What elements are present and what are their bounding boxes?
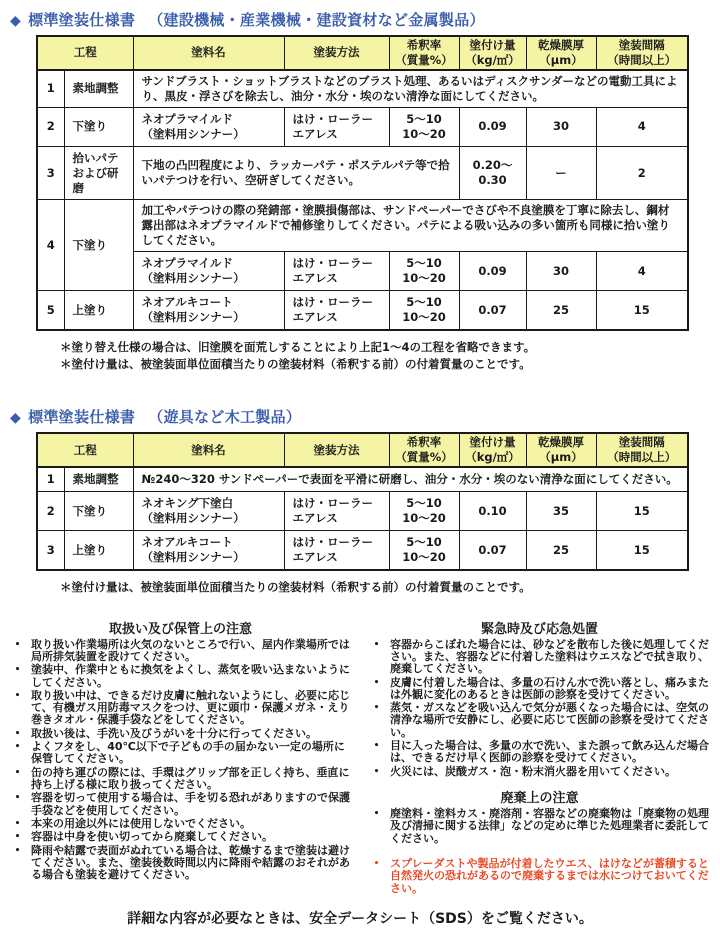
diamond-icon: ◆ — [10, 410, 22, 427]
notice-item-text: 降雨や結露で表面がぬれている場合は、乾燥するまで塗装は避けてください。また、塗装後数時間以内に降雨や結露のおそれがある場合も塗装を避けてください。 — [31, 843, 350, 882]
notice-item — [8, 690, 353, 727]
spec-section-wood — [0, 406, 720, 595]
bullet-icon: • — [373, 677, 380, 688]
column-header: 希釈率 （質量%） — [389, 433, 459, 467]
table-cell: 0.20～0.30 — [459, 146, 526, 200]
table-cell: 30 — [526, 107, 596, 146]
table-cell: 0.10 — [459, 492, 526, 531]
notice-item-text: 蒸気・ガスなどを吸い込んで気分が悪くなった場合には、空気の清浄な場所で安静にし、必要に応じて医師の診察を受けてください。 — [390, 701, 709, 739]
handling-notes-column — [8, 618, 353, 895]
table-cell: 15 — [596, 492, 688, 531]
table-cell: 1 — [37, 70, 64, 107]
handling-notes-title: 取扱い及び保管上の注意 — [108, 621, 252, 637]
table-cell: サンドブラスト・ショットブラストなどのブラスト処理、あるいはディスクサンダーなどの電動工具により、黒皮・浮さびを除去し、油分・水分・埃のない清浄な面にしてください。 — [133, 70, 688, 107]
notice-item-text: 容器は中身を使い切ってから廃棄してください。 — [31, 830, 273, 844]
table-cell: 5～10 10～20 — [389, 107, 459, 146]
table-cell: 上塗り — [64, 291, 133, 330]
notice-item — [8, 818, 353, 830]
notice-item — [367, 639, 712, 676]
table-cell: 2 — [37, 107, 64, 146]
table-cell: 上塗り — [64, 531, 133, 570]
notice-item — [367, 808, 712, 845]
section-title-wood — [10, 406, 720, 427]
bullet-icon: • — [14, 665, 21, 676]
table-row — [37, 146, 688, 200]
bullet-icon: • — [373, 809, 380, 820]
bullet-icon: • — [14, 728, 21, 739]
bullet-icon: • — [14, 690, 21, 701]
notice-item — [367, 858, 712, 895]
table-cell: 5～10 10～20 — [389, 531, 459, 570]
table-cell: 35 — [526, 492, 596, 531]
table-cell: ネオアルキコート （塗料用シンナー） — [133, 291, 284, 330]
bullet-icon: • — [14, 742, 21, 753]
table-row — [37, 531, 688, 570]
table-cell: ー — [526, 146, 596, 200]
notice-item-text: 缶の持ち運びの際には、手環はグリップ部を正しく持ち、垂直に持ち上げる様に取り扱ってください。 — [31, 765, 350, 792]
notice-item — [8, 728, 353, 740]
table-cell: 4 — [596, 107, 688, 146]
table-cell: はけ・ローラー エアレス — [284, 107, 389, 146]
table-cell: 25 — [526, 291, 596, 330]
table-footnote: ＊塗付け量は、被塗装面単位面積当たりの塗装材料（希釈する前）の付着質量のことです。 — [60, 356, 531, 371]
table-cell: 加工やパテつけの際の発錆部・塗膜損傷部は、サンドペーパーでさびや不良塗膜を丁寧に除去し、鋼材露出部はネオプラマイルドで補修塗りしてください。パテによる吸い込みの多い箇所も同様に拾い塗りしてください。 — [133, 200, 688, 252]
table-cell: 3 — [37, 531, 64, 570]
notice-item — [367, 766, 712, 778]
table-row — [37, 492, 688, 531]
section-title-text: 標準塗装仕様書 — [28, 408, 136, 427]
table-cell: 1 — [37, 467, 64, 491]
table-cell: 拾いパテ および研磨 — [64, 146, 133, 200]
bullet-icon: • — [14, 767, 21, 778]
table-cell: 2 — [37, 492, 64, 531]
section-title-qualifier: （建設機械・産業機械・建設資材など金属製品） — [148, 11, 485, 29]
bullet-icon: • — [14, 818, 21, 829]
column-header: 塗装方法 — [284, 433, 389, 467]
table-cell: 0.07 — [459, 531, 526, 570]
notice-item — [8, 741, 353, 766]
table-row — [37, 200, 688, 252]
section-title-text: 標準塗装仕様書 — [28, 11, 136, 29]
table-cell: 0.09 — [459, 107, 526, 146]
table-cell: 15 — [596, 531, 688, 570]
bullet-icon: • — [373, 703, 380, 714]
header-row — [37, 433, 688, 467]
diamond-icon: ◆ — [10, 13, 22, 29]
emergency-notes-list — [367, 639, 712, 778]
table-cell: 5～10 10～20 — [389, 492, 459, 531]
column-header: 塗料名 — [133, 433, 284, 467]
spec-section-metal — [0, 9, 720, 372]
notice-item — [8, 639, 353, 664]
bullet-icon: • — [14, 639, 21, 650]
section-title-metal — [10, 9, 720, 30]
column-header: 乾燥膜厚 （μm） — [526, 36, 596, 70]
table-cell: 3 — [37, 146, 64, 200]
section-title-qualifier: （遊具など木工製品） — [148, 408, 302, 427]
table-cell: 下塗り — [64, 200, 133, 291]
table-row — [37, 252, 688, 291]
sds-reference-note: 詳細な内容が必要なときは、安全データシート（SDS）をご覧ください。 — [127, 910, 593, 927]
paint-spec-table-wood — [36, 432, 689, 571]
table-cell: №240～320 サンドペーパーで表面を平滑に研磨し、油分・水分・埃のない清浄な面にしてください。 — [133, 467, 688, 491]
table-footnotes-metal — [60, 339, 720, 372]
table-cell: 4 — [596, 252, 688, 291]
table-cell: はけ・ローラー エアレス — [284, 531, 389, 570]
column-header: 塗装間隔 （時間以上） — [596, 36, 688, 70]
bullet-icon: • — [373, 639, 380, 650]
table-cell: ネオプラマイルド （塗料用シンナー） — [133, 252, 284, 291]
table-cell: 15 — [596, 291, 688, 330]
bullet-icon: • — [373, 741, 380, 752]
notice-item-text: スプレーダストや製品が付着したウエス、はけなどが蓄積すると自然発火の恐れがあるので廃棄するまでは水につけておいてください。 — [390, 856, 709, 895]
bullet-icon: • — [14, 793, 21, 804]
table-row — [37, 291, 688, 330]
table-row — [37, 467, 688, 491]
table-cell: ネオアルキコート （塗料用シンナー） — [133, 531, 284, 570]
table-cell: 5～10 10～20 — [389, 252, 459, 291]
emergency-notes-column — [367, 618, 712, 895]
table-cell: 5 — [37, 291, 64, 330]
table-cell: 2 — [596, 146, 688, 200]
disposal-notes-list — [367, 808, 712, 895]
column-header: 塗料名 — [133, 36, 284, 70]
table-footnotes-wood — [60, 579, 720, 596]
table-cell: 下塗り — [64, 107, 133, 146]
header-row — [37, 36, 688, 70]
notice-item — [367, 740, 712, 765]
bullet-icon: • — [14, 845, 21, 856]
notice-item — [367, 677, 712, 702]
disposal-notes-title: 廃棄上の注意 — [500, 791, 579, 807]
table-cell: 下地の凸凹程度により、ラッカーパテ・ポステルパテ等で拾いパテつけを行い、空研ぎしてください。 — [133, 146, 459, 200]
column-header: 塗付け量 （kg/㎡） — [459, 36, 526, 70]
notice-item-text: 目に入った場合は、多量の水で洗い、また誤って飲み込んだ場合は、できるだけ早く医師の診察を受けてください。 — [390, 739, 709, 765]
table-row — [37, 70, 688, 107]
notice-item-text: 取扱い後は、手洗い及びうがいを十分に行ってください。 — [31, 726, 317, 740]
bullet-icon: • — [14, 832, 21, 843]
notice-item-text: 廃塗料・塗料カス・廃溶剤・容器などの廃棄物は「廃棄物の処理及び清掃に関する法律」などの定めに準じた処理業者に委託してください。 — [390, 807, 709, 845]
table-cell: 素地調整 — [64, 467, 133, 491]
handling-notes-list — [8, 639, 353, 882]
table-cell: 25 — [526, 531, 596, 570]
notice-item-text: 取り扱い作業場所は火気のないところで行い、屋内作業場所では局所排気装置を設けてください。 — [31, 637, 350, 663]
notice-item-text: 火災には、炭酸ガス・泡・粉末消火器を用いてください。 — [390, 764, 676, 778]
column-header: 工程 — [37, 36, 133, 70]
notice-item-text: 容器からこぼれた場合には、砂などを散布した後に処理してください。また、容器などに付着した塗料はウエスなどで拭き取り、廃棄してください。 — [390, 637, 709, 676]
table-cell: 4 — [37, 200, 64, 291]
notice-item — [8, 664, 353, 689]
table-cell: 0.09 — [459, 252, 526, 291]
bullet-icon: • — [373, 858, 380, 869]
table-cell: 0.07 — [459, 291, 526, 330]
notice-item-text: 取り扱い中は、できるだけ皮膚に触れないようにし、必要に応じて、有機ガス用防毒マスクをつけ、更に頭巾・保護メガネ・えり巻きタオル・保護手袋などをしてください。 — [31, 688, 350, 727]
notice-item-text: 容器を切って使用する場合は、手を切る恐れがありますので保護手袋などを使用してください。 — [31, 791, 350, 817]
column-header: 塗付け量 （kg/㎡） — [459, 433, 526, 467]
table-footnote: ＊塗り替え仕様の場合は、旧塗膜を面荒しすることにより上記1～4の工程を省略できます。 — [60, 340, 536, 354]
column-header: 乾燥膜厚 （μm） — [526, 433, 596, 467]
table-cell: ネオキング下塗白 （塗料用シンナー） — [133, 492, 284, 531]
notice-item — [8, 831, 353, 843]
notice-item-text: 塗装中、作業中ともに換気をよくし、蒸気を吸い込まないようにしてください。 — [31, 663, 350, 689]
table-cell: はけ・ローラー エアレス — [284, 252, 389, 291]
table-cell: 5～10 10～20 — [389, 291, 459, 330]
notice-item — [8, 845, 353, 882]
table-cell: ネオプラマイルド （塗料用シンナー） — [133, 107, 284, 146]
table-cell: 30 — [526, 252, 596, 291]
column-header: 塗装方法 — [284, 36, 389, 70]
column-header: 希釈率 （質量%） — [389, 36, 459, 70]
table-row — [37, 107, 688, 146]
notice-item-text: 皮膚に付着した場合は、多量の石けん水で洗い落とし、痛みまたは外観に変化のあるときは医師の診察を受けてください。 — [390, 675, 709, 701]
table-footnote: ＊塗付け量は、被塗装面単位面積当たりの塗装材料（希釈する前）の付着質量のことです。 — [60, 579, 531, 594]
emergency-notes-title: 緊急時及び応急処置 — [480, 621, 598, 637]
notice-item-text: よくフタをし、40℃以下で子どもの手の届かない一定の場所に保管してください。 — [31, 740, 345, 766]
notice-item-text: 本来の用途以外には使用しないでください。 — [31, 816, 251, 830]
bullet-icon: • — [373, 766, 380, 777]
table-cell: はけ・ローラー エアレス — [284, 492, 389, 531]
notice-columns — [8, 618, 712, 895]
table-cell: はけ・ローラー エアレス — [284, 291, 389, 330]
notice-item — [8, 767, 353, 792]
paint-spec-table-metal — [36, 35, 689, 331]
column-header: 工程 — [37, 433, 133, 467]
notice-item — [367, 702, 712, 739]
table-cell: 下塗り — [64, 492, 133, 531]
column-header: 塗装間隔 （時間以上） — [596, 433, 688, 467]
notice-item — [8, 792, 353, 817]
table-cell: 素地調整 — [64, 70, 133, 107]
